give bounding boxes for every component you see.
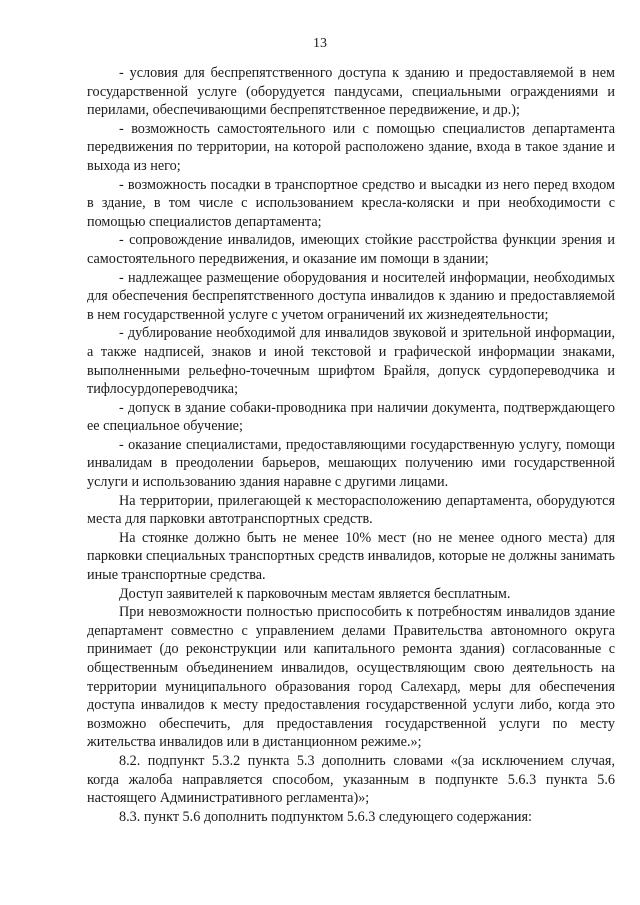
paragraph-vehicle-boarding: - возможность посадки в транспортное средство и высадки из него перед входом в здание, в том числе с использованием кресла-коляски и при необходимости с помощью специалистов департамента; [87,176,615,230]
paragraph-guide-dog: - допуск в здание собаки-проводника при наличии документа, подтверждающего ее специальное обучение; [87,399,615,435]
paragraph-amendment-8-2: 8.2. подпункт 5.3.2 пункта 5.3 дополнить словами «(за исключением случая, когда жалоба направляется способом, указанным в подпункте 5.6.3 пункта 5.6 настоящего Административного регламента)»; [87,752,615,807]
paragraph-information-duplication: - дублирование необходимой для инвалидов звуковой и зрительной информации, а также надписей, знаков и иной текстовой и графической информации знаками, выполненными рельефно-точечным шрифтом Брайля, допуск сурдопереводчика и тифлосурдопереводчика; [87,325,615,398]
paragraph-independent-movement: - возможность самостоятельного или с помощью специалистов департамента передвижения по территории, на которой расположено здание, входа в такое здание и выхода из него; [87,120,615,174]
paragraph-amendment-8-3: 8.3. пункт 5.6 дополнить подпунктом 5.6.3 следующего содержания: [119,808,532,825]
page-number: 13 [313,36,327,51]
paragraph-escort: - сопровождение инвалидов, имеющих стойкие расстройства функции зрения и самостоятельного передвижения, и оказание им помощи в здании; [87,232,615,267]
paragraph-equipment-placement: - надлежащее размещение оборудования и носителей информации, необходимых для обеспечения беспрепятственного доступа инвалидов к зданию и предоставляемой в нем государственной услуге с учетом ограничений их жизнедеятельности; [87,269,615,323]
paragraph-accessibility-conditions: - условия для беспрепятственного доступа к зданию и предоставляемой в нем государственной услуге (оборудуется пандусами, специальными ограждениями и перилами, обеспечивающими беспрепятственное передвижение, и др.); [87,65,615,119]
paragraph-specialist-assistance: - оказание специалистами, предоставляющими государственную услугу, помощи инвалидам в преодолении барьеров, мешающих получению ими государственной услуги и использованию здания наравне с другими лицами. [87,436,615,491]
paragraph-parking-free: Доступ заявителей к парковочным местам является бесплатным. [119,585,511,602]
paragraph-building-adaptation: При невозможности полностью приспособить к потребностям инвалидов здание департамент совместно с управлением делами Правительства автономного округа принимает (до реконструкции или капитального ремонта здания) согласованные с общественным объединением инвалидов, осуществляющим свою деятельность на территории муниципального образования город Салехард, меры для обеспечения доступа инвалидов к месту предоставления государственной услуги либо, когда это возможно обеспечить, для предоставления государственной услуги по месту жительства инвалидов или в дистанционном режиме.»; [87,604,615,751]
document-body [87,64,615,826]
paragraph-parking-territory: На территории, прилегающей к месторасположению департамента, оборудуются места для парковки автотранспортных средств. [87,492,615,528]
paragraph-parking-quota: На стоянке должно быть не менее 10% мест (но не менее одного места) для парковки специальных транспортных средств инвалидов, которые не должны занимать иные транспортные средства. [87,529,615,584]
